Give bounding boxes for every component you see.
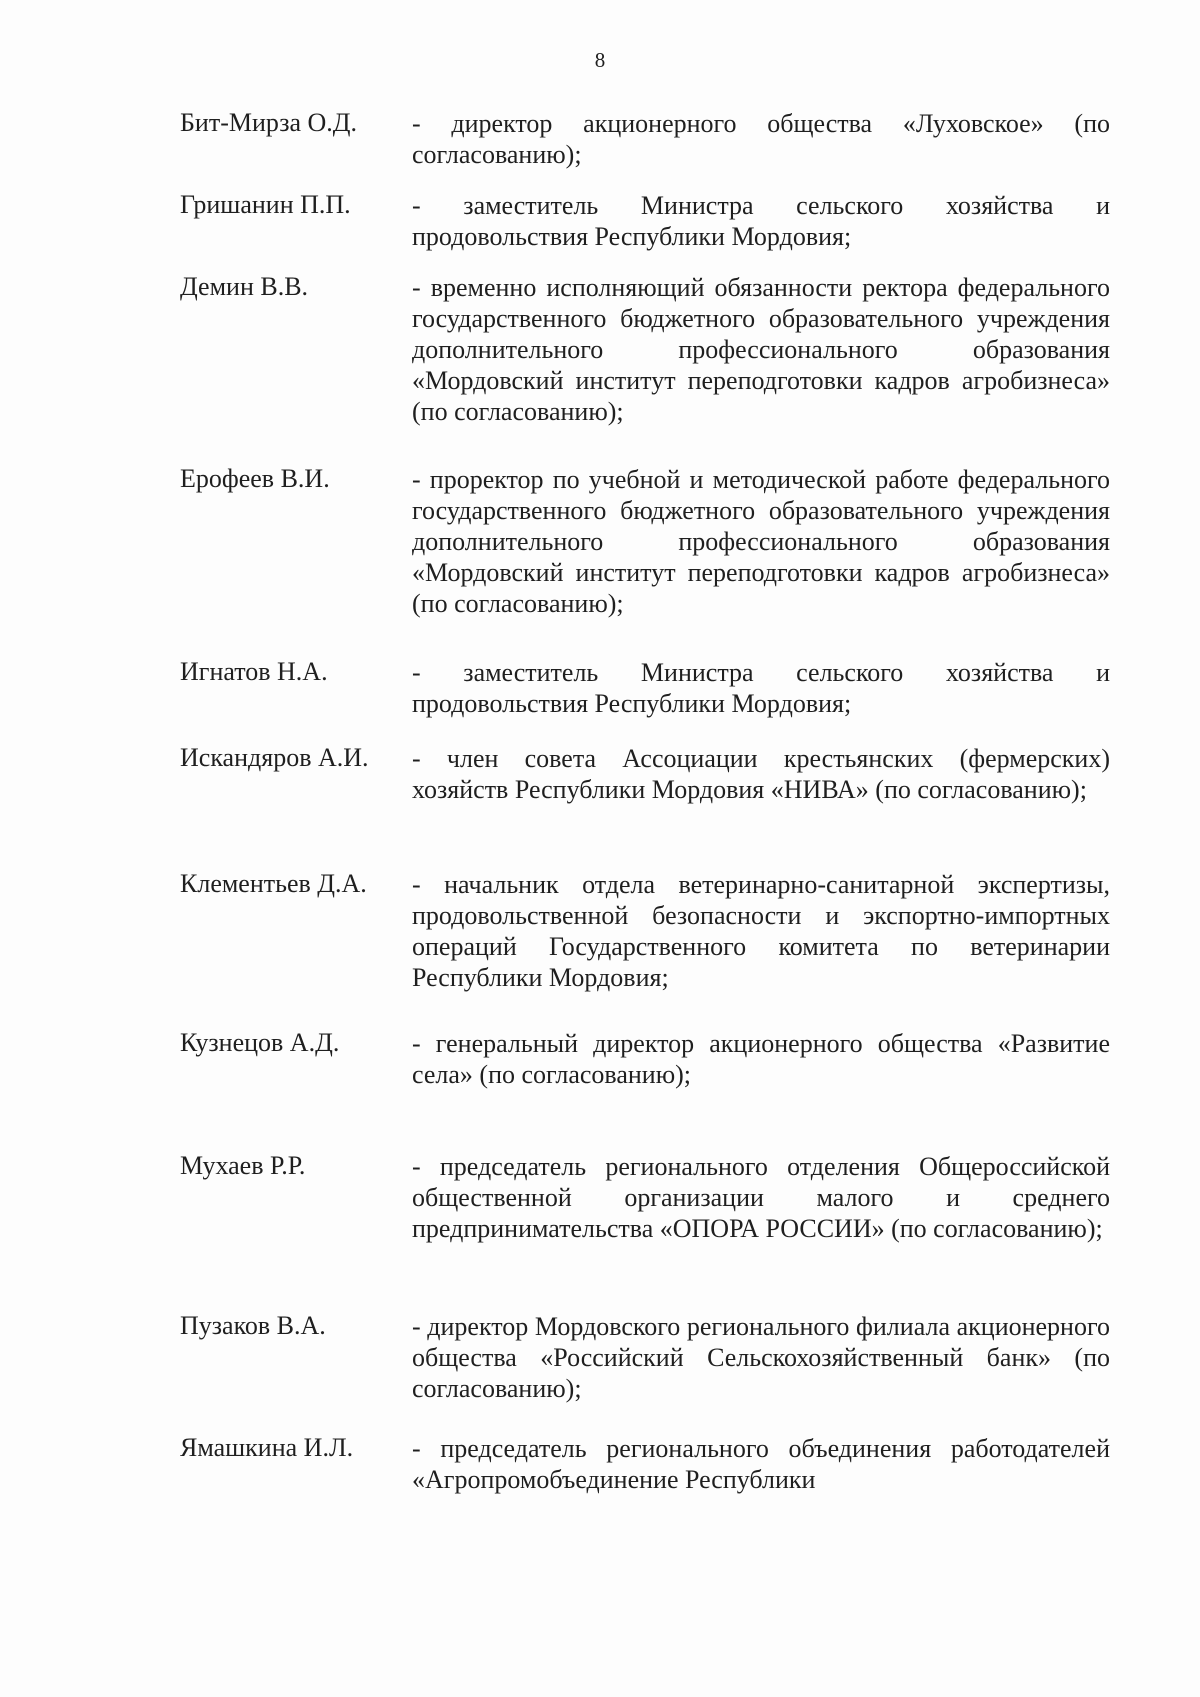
member-role: - член совета Ассоциации крестьянских (фермерских) хозяйств Республики Мордовия «НИВА» (по согласованию); — [412, 744, 1110, 804]
member-name: Клементьев Д.А. — [180, 869, 367, 898]
member-name: Кузнецов А.Д. — [180, 1028, 340, 1057]
member-role: - заместитель Министра сельского хозяйства и продовольствия Республики Мордовия; — [412, 191, 1110, 251]
page-number: 8 — [594, 48, 606, 72]
member-role: - председатель регионального отделения Общероссийской общественной организации малого и среднего предпринимательства «ОПОРА РОССИИ» (по согласованию); — [412, 1152, 1110, 1243]
member-role: - начальник отдела ветеринарно-санитарной экспертизы, продовольственной безопасности и экспортно-импортных операций Государственного комитета по ветеринарии Республики Мордовия; — [412, 870, 1110, 992]
member-name: Демин В.В. — [180, 272, 309, 301]
member-name: Ерофеев В.И. — [180, 464, 330, 493]
member-role: - генеральный директор акционерного общества «Развитие села» (по согласованию); — [412, 1029, 1110, 1089]
member-role: - заместитель Министра сельского хозяйства и продовольствия Республики Мордовия; — [412, 658, 1110, 718]
member-role: - проректор по учебной и методической работе федерального государственного бюджетного образовательного учреждения дополнительного профессионального образования «Мордовский институт переподготовки кадров агробизнеса» (по согласованию); — [412, 465, 1110, 618]
member-name: Искандяров А.И. — [180, 743, 369, 772]
member-role: - директор Мордовского регионального филиала акционерного общества «Российский Сельскохозяйственный банк» (по согласованию); — [412, 1312, 1110, 1403]
member-role: - временно исполняющий обязанности ректора федерального государственного бюджетного образовательного учреждения дополнительного профессионального образования «Мордовский институт переподготовки кадров агробизнеса» (по согласованию); — [412, 273, 1110, 426]
member-name: Гришанин П.П. — [180, 190, 351, 219]
member-name: Бит-Мирза О.Д. — [180, 108, 358, 137]
member-name: Пузаков В.А. — [180, 1311, 326, 1340]
member-name: Ямашкина И.Л. — [180, 1433, 354, 1462]
member-name: Мухаев Р.Р. — [180, 1151, 306, 1180]
member-role: - председатель регионального объединения работодателей «Агропромобъединение Республики — [412, 1434, 1110, 1494]
member-role: - директор акционерного общества «Луховское» (по согласованию); — [412, 109, 1110, 169]
member-name: Игнатов Н.А. — [180, 657, 328, 686]
